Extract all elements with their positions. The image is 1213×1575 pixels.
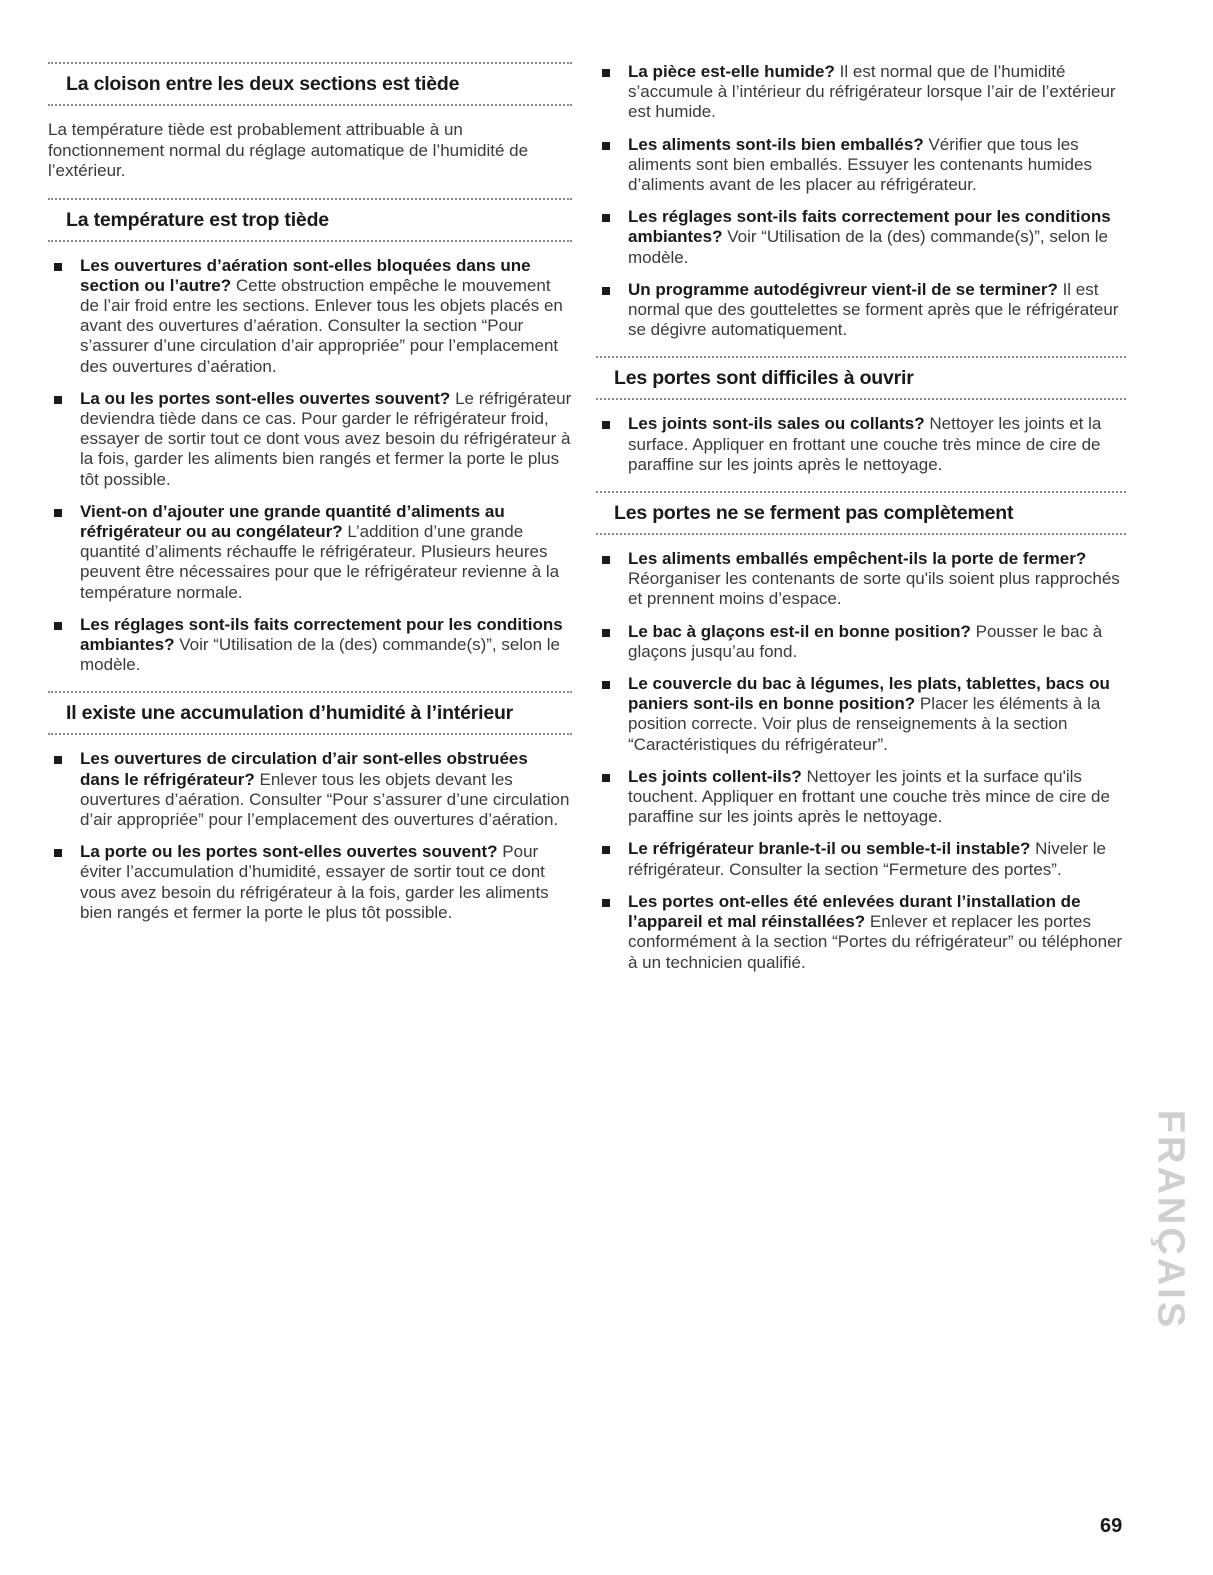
heading-rule-bottom	[596, 398, 1126, 400]
item-answer: Il est normal que des gouttelettes se forment après que le réfrigérateur se dégivre automatiquement.	[628, 279, 1119, 340]
item-question: Le réfrigérateur branle-t-il ou semble-t-il instable?	[628, 839, 1031, 859]
heading-rule-top	[48, 198, 572, 200]
item-question: Vient-on d’ajouter une grande quantité d’aliments au réfrigérateur ou au congélateur?	[80, 501, 505, 541]
bullet-list	[48, 749, 572, 923]
bullet-icon	[602, 846, 610, 854]
item-question: Les aliments emballés empêchent-ils la porte de fermer?	[628, 549, 1087, 569]
heading-rule-bottom	[48, 733, 572, 735]
list-item	[48, 749, 572, 830]
item-question: La ou les portes sont-elles ouvertes souvent?	[80, 388, 451, 408]
section-heading: Les portes ne se ferment pas complètement	[614, 502, 1014, 525]
item-answer: Pour éviter l’accumulation d’humidité, essayer de sortir tout ce dont vous avez besoin du réfrigérateur à la fois, garder les aliments bien rangés et fermer la porte le plus tôt possible.	[80, 842, 549, 922]
item-answer: Nettoyer les joints et la surface qu'ils touchent. Appliquer en frottant une couche très mince de cire de paraffine sur les joints après le nettoyage.	[628, 766, 1110, 827]
item-question: Le couvercle du bac à légumes, les plats, tablettes, bacs ou paniers sont-ils en bonne position?	[628, 674, 1110, 714]
item-answer: Il est normal que de l’humidité s’accumule à l’intérieur du réfrigérateur lorsque l’air de l’extérieur est humide.	[628, 62, 1116, 122]
item-answer: L’addition d’une grande quantité d’aliments réchauffe le réfrigérateur. Plusieurs heures peuvent être nécessaires pour que le réfrigérateur revienne à la température normale.	[80, 521, 560, 602]
list-item	[596, 62, 1126, 123]
bullet-icon	[602, 214, 610, 222]
heading-rule-top	[48, 62, 572, 64]
list-item	[48, 842, 572, 923]
section-paragraph: La température tiède est probablement attribuable à un fonctionnement normal du réglage automatique de l’humidité de l’extérieur.	[48, 120, 529, 180]
bullet-icon	[602, 142, 610, 150]
section-portes-difficiles	[596, 356, 1126, 475]
bullet-icon	[54, 509, 62, 517]
language-side-tab	[1146, 1080, 1194, 1360]
list-item	[596, 135, 1126, 196]
bullet-list	[48, 256, 572, 676]
item-question: Un programme autodégivreur vient-il de se terminer?	[628, 279, 1058, 299]
item-answer: Vérifier que tous les aliments sont bien emballés. Essuyer les contenants humides d’aliments avant de les placer au réfrigérateur.	[628, 134, 1092, 195]
bullet-icon	[602, 899, 610, 907]
list-item	[48, 615, 572, 676]
item-question: Les ouvertures d’aération sont-elles bloquées dans une section ou l’autre?	[80, 255, 531, 295]
section-heading: La cloison entre les deux sections est tiède	[66, 73, 460, 95]
right-column	[596, 62, 1126, 985]
bullet-icon	[54, 849, 62, 857]
section-heading: Il existe une accumulation d’humidité à l’intérieur	[66, 702, 514, 725]
item-question: La pièce est-elle humide?	[628, 62, 835, 81]
item-answer: Voir “Utilisation de la (des) commande(s)”, selon le modèle.	[80, 634, 560, 675]
list-item	[596, 674, 1126, 755]
heading-rule-top	[596, 491, 1126, 493]
bullet-icon	[602, 556, 610, 564]
item-answer: Placer les éléments à la position correcte. Voir plus de renseignements à la section “Caractéristiques du réfrigérateur”.	[628, 694, 1101, 754]
list-item	[596, 622, 1126, 662]
bullet-icon	[602, 681, 610, 689]
heading-rule-bottom	[48, 240, 572, 242]
item-question: Les joints collent-ils?	[628, 766, 802, 786]
heading-rule-top	[596, 356, 1126, 358]
item-question: Les aliments sont-ils bien emballés?	[628, 134, 924, 154]
item-question: Les réglages sont-ils faits correctement pour les conditions ambiantes?	[80, 614, 563, 654]
item-answer: Enlever tous les objets devant les ouvertures d’aération. Consulter “Pour s’assurer d’une circulation d’air appropriée” pour l’emplacement des ouvertures d’aération.	[80, 769, 570, 829]
item-answer: Pousser le bac à glaçons jusqu’au fond.	[628, 621, 1103, 661]
section-heading: La température est trop tiède	[66, 208, 329, 231]
bullet-icon	[602, 421, 610, 429]
item-answer: Réorganiser les contenants de sorte qu'ils soient plus rapprochés et prennent moins d’espace.	[628, 569, 1120, 609]
list-item	[48, 389, 572, 490]
heading-rule-bottom	[596, 533, 1126, 535]
item-question: Le bac à glaçons est-il en bonne position?	[628, 621, 971, 641]
heading-rule-bottom	[48, 104, 572, 106]
item-question: Les portes ont-elles été enlevées durant l’installation de l’appareil et mal réinstallées?	[628, 891, 1081, 932]
item-answer: Le réfrigérateur deviendra tiède dans ce cas. Pour garder le réfrigérateur froid, essayer de sortir tout ce dont vous avez besoin du réfrigérateur à la fois, garder les aliments bien rangés et fermer la porte le plus tôt possible.	[80, 388, 572, 489]
left-column	[48, 62, 572, 935]
item-answer: Cette obstruction empêche le mouvement de l’air froid entre les sections. Enlever tous les objets placés en avant des ouvertures d’aération. Consulter la section “Pour s’assurer d’une circulation d’air appropriée” pour l’emplacement des ouvertures d’aération.	[80, 275, 563, 376]
item-answer: Niveler le réfrigérateur. Consulter la section “Fermeture des portes”.	[628, 839, 1106, 879]
list-item	[596, 767, 1126, 828]
item-question: La porte ou les portes sont-elles ouvertes souvent?	[80, 842, 498, 862]
bullet-icon	[602, 774, 610, 782]
bullet-icon	[602, 629, 610, 637]
language-side-tab-label: FRANÇAIS	[1149, 1109, 1192, 1331]
item-answer: Voir “Utilisation de la (des) commande(s)”, selon le modèle.	[628, 227, 1108, 267]
list-item	[596, 892, 1126, 973]
list-item	[48, 256, 572, 377]
heading-rule-top	[48, 691, 572, 693]
bullet-list	[596, 549, 1126, 973]
bullet-icon	[602, 69, 610, 77]
section-heading: Les portes sont difficiles à ouvrir	[614, 367, 914, 390]
list-item	[596, 839, 1126, 879]
bullet-list	[596, 414, 1126, 475]
list-item	[48, 502, 572, 603]
bullet-icon	[54, 263, 62, 271]
section-portes-ferment	[596, 491, 1126, 973]
list-item	[596, 414, 1126, 475]
list-item	[596, 207, 1126, 268]
section-humidite	[48, 691, 572, 923]
item-question: Les réglages sont-ils faits correctement pour les conditions ambiantes?	[628, 207, 1111, 247]
item-question: Les ouvertures de circulation d’air sont-elles obstruées dans le réfrigérateur?	[80, 749, 528, 789]
bullet-list	[596, 62, 1126, 340]
bullet-icon	[54, 396, 62, 404]
item-question: Les joints sont-ils sales ou collants?	[628, 414, 925, 434]
item-answer: Enlever et replacer les portes conformément à la section “Portes du réfrigérateur” ou téléphoner à un technicien qualifié.	[628, 912, 1123, 972]
bullet-icon	[602, 287, 610, 295]
bullet-icon	[54, 622, 62, 630]
page-number: 69	[1100, 1515, 1123, 1537]
section-cloison	[48, 62, 572, 182]
bullet-icon	[54, 756, 62, 764]
section-temperature	[48, 198, 572, 676]
list-item	[596, 280, 1126, 341]
list-item	[596, 549, 1126, 610]
item-answer: Nettoyer les joints et la surface. Appliquer en frottant une couche très mince de cire de paraffine sur les joints après le nettoyage.	[628, 414, 1102, 474]
